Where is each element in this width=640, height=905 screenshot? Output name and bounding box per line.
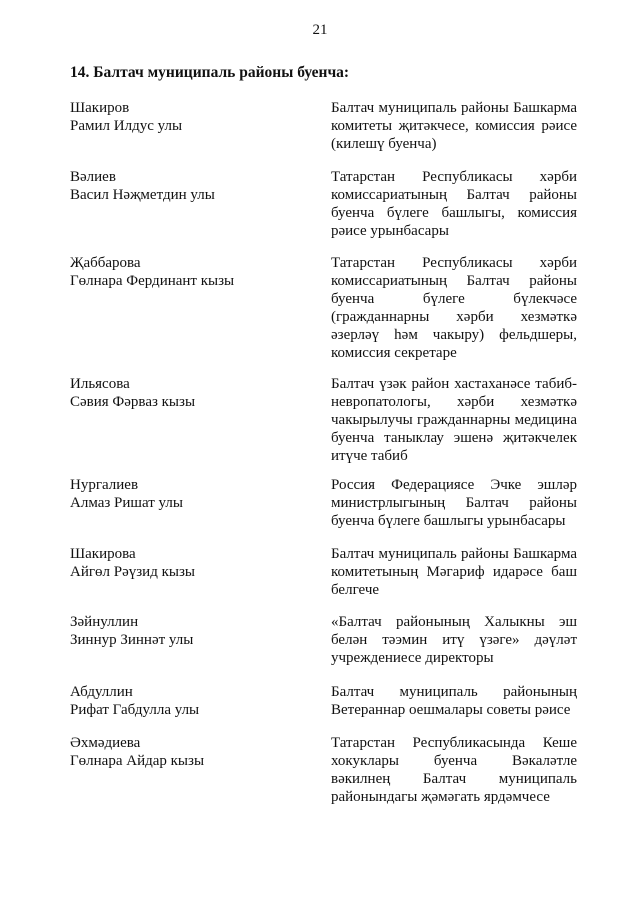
member-entry <box>0 375 640 476</box>
member-entry <box>0 734 640 808</box>
member-role: Татарстан Республикасында Кеше хокуклары буенча Вәкаләтле вәкилнең Балтач муниципаль районындагы җәмәгать ярдәмчесе <box>331 735 577 805</box>
member-given-name: Сәвия Фәрваз кызы <box>70 394 196 410</box>
member-surname: Вәлиев <box>70 169 116 185</box>
member-surname: Җаббарова <box>70 255 141 271</box>
member-name <box>70 168 310 204</box>
member-name <box>70 613 310 649</box>
member-name <box>70 254 310 290</box>
member-name <box>70 375 310 411</box>
member-name <box>70 545 310 581</box>
member-entry <box>0 476 640 545</box>
member-surname: Ильясова <box>70 376 130 392</box>
member-surname: Абдуллин <box>70 684 133 700</box>
member-role: Балтач үзәк район хастаханәсе табиб-невропатологы, хәрби хезмәткә чакырылучы гражданнарны медицина буенча таныклау эшенә җитәкчелек итүче табиб <box>331 376 577 464</box>
member-name <box>70 476 310 512</box>
member-entry <box>0 168 640 254</box>
member-role: Балтач муниципаль районы Башкарма комитеты җитәкчесе, комиссия рәисе (килешү буенча) <box>331 100 577 152</box>
member-entry <box>0 254 640 375</box>
member-given-name: Гөлнара Фердинант кызы <box>70 273 235 289</box>
member-entry <box>0 99 640 168</box>
member-surname: Шакиров <box>70 100 130 116</box>
member-entry <box>0 613 640 683</box>
page-number: 21 <box>312 22 328 38</box>
member-given-name: Айгөл Рәүзид кызы <box>70 564 195 580</box>
member-given-name: Гөлнара Айдар кызы <box>70 753 205 769</box>
member-surname: Шакирова <box>70 546 136 562</box>
member-given-name: Алмаз Ришат улы <box>70 495 183 511</box>
member-surname: Зәйнуллин <box>70 614 139 630</box>
member-name <box>70 99 310 135</box>
member-list <box>0 99 640 808</box>
member-role: Россия Федерациясе Эчке эшләр министрлыгының Балтач районы буенча бүлеге башлыгы урынбасары <box>331 477 577 529</box>
member-role: «Балтач районының Халыкны эш белән тәэмин итү үзәге» дәүләт учреждениесе директоры <box>331 614 577 666</box>
member-name <box>70 683 310 719</box>
member-role: Балтач муниципаль районы Башкарма комитетының Мәгариф идарәсе баш белгече <box>331 546 577 598</box>
member-entry <box>0 683 640 734</box>
member-entry <box>0 545 640 613</box>
member-name <box>70 734 310 770</box>
member-given-name: Васил Нәҗметдин улы <box>70 187 215 203</box>
member-role: Балтач муниципаль районының Ветераннар оешмалары советы рәисе <box>331 684 577 718</box>
member-given-name: Рифат Габдулла улы <box>70 702 200 718</box>
member-given-name: Зиннур Зиннәт улы <box>70 632 194 648</box>
member-role: Татарстан Республикасы хәрби комиссариатының Балтач районы буенча бүлеге башлыгы, комиссия рәисе урынбасары <box>331 169 577 239</box>
section-title: 14. Балтач муниципаль районы буенча: <box>70 64 350 81</box>
member-surname: Әхмәдиева <box>70 735 141 751</box>
member-given-name: Рамил Илдус улы <box>70 118 183 134</box>
member-surname: Нургалиев <box>70 477 139 493</box>
member-role: Татарстан Республикасы хәрби комиссариатының Балтач районы буенча бүлеге бүлекчәсе (гражданнарны хәрби хезмәткә әзерләү һәм чакыру) фельдшеры, комиссия секретаре <box>331 255 577 361</box>
